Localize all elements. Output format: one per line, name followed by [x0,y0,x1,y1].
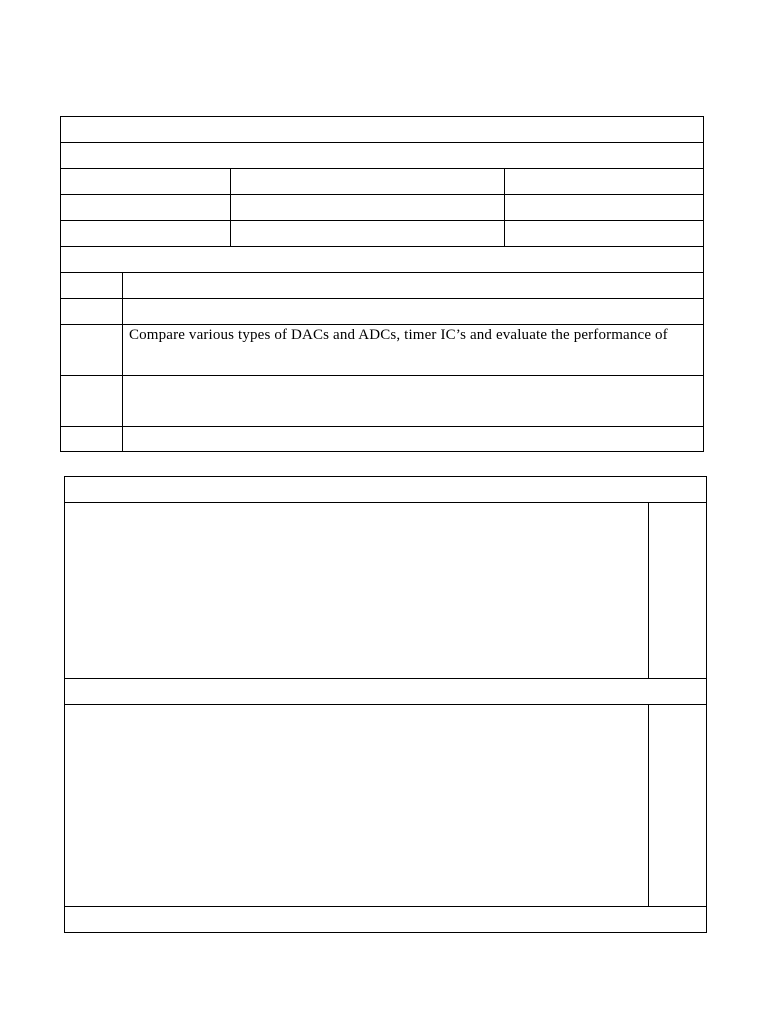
outcome-number-cell [61,273,123,299]
course-title-row [61,117,704,143]
course-subtitle-row [61,143,704,169]
outcome-text-cell [123,299,704,325]
info-cell [231,195,505,221]
info-cell [61,169,231,195]
unit-hours-cell [649,503,707,679]
course-info-table [60,116,704,452]
outcome-text-cell [123,376,704,427]
outcome-number-cell [61,299,123,325]
unit-hours-cell [649,705,707,907]
unit-content-cell [65,503,649,679]
outcome-text: Compare various types of DACs and ADCs, timer IC’s and evaluate the performance of [129,327,668,343]
outcome-number-cell [61,427,123,452]
info-cell [61,221,231,247]
outcomes-header-row [61,247,704,273]
outcome-number-cell [61,376,123,427]
outcome-number-cell [61,325,123,376]
info-cell [61,195,231,221]
outcome-text-cell [123,273,704,299]
info-cell [505,195,704,221]
unit-content-cell [65,705,649,907]
info-cell [231,169,505,195]
unit-header-row [65,679,707,705]
unit-header-row [65,477,707,503]
course-content-table [64,476,707,933]
info-cell [505,169,704,195]
outcome-text-cell [123,427,704,452]
info-cell [505,221,704,247]
info-cell [231,221,505,247]
outcome-text-cell [123,325,704,376]
unit-footer-row [65,907,707,933]
